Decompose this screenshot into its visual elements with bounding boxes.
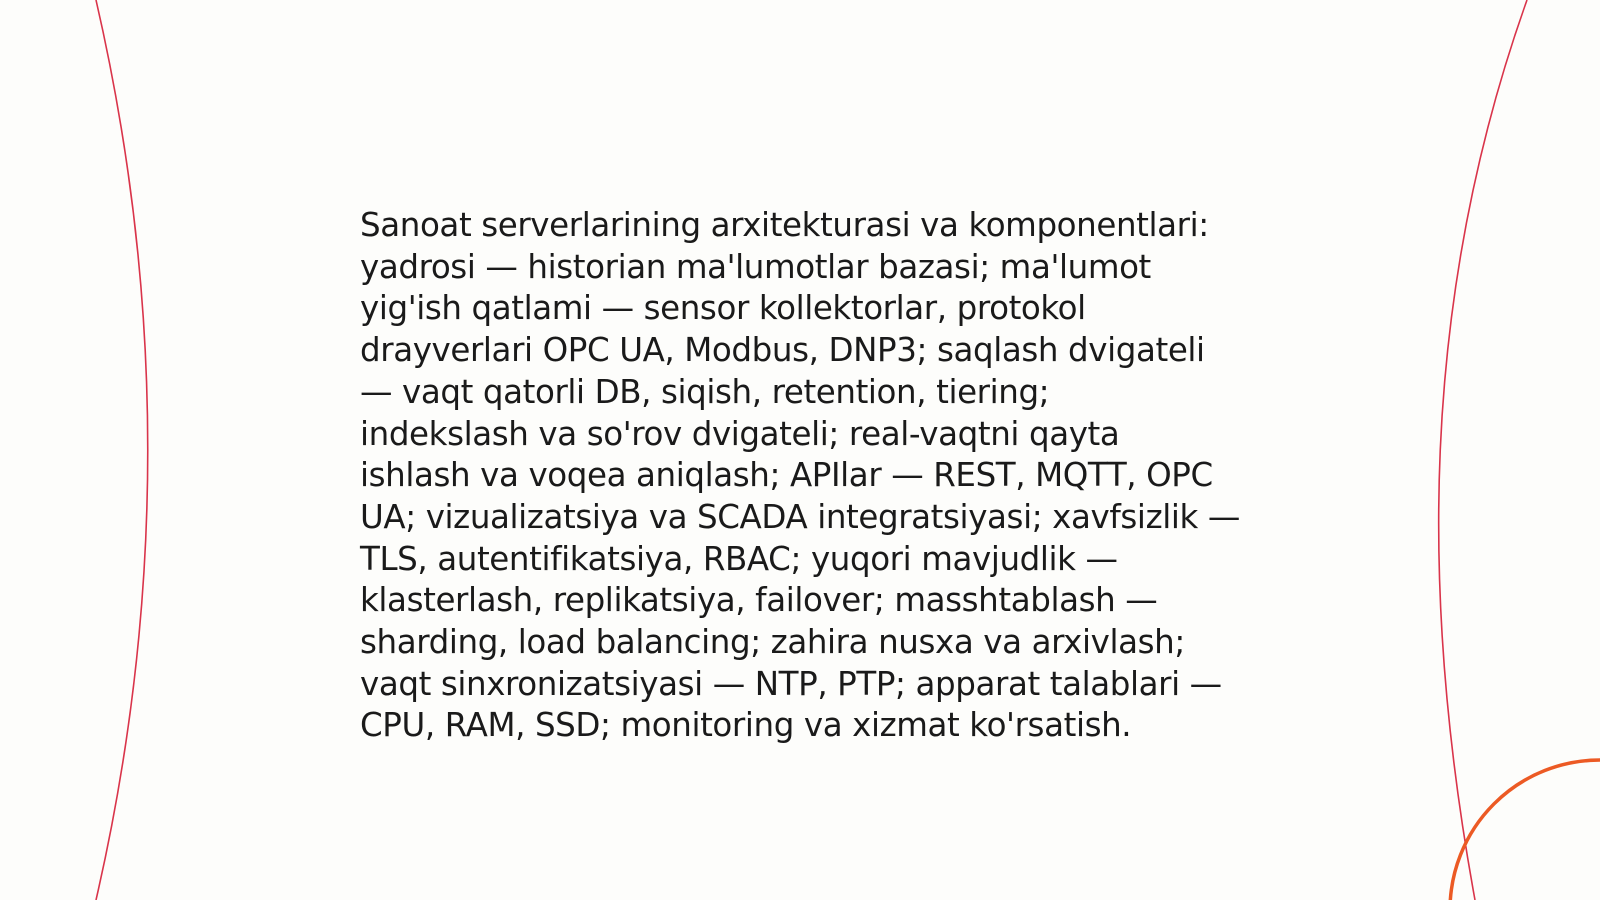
body-text: Sanoat serverlarining arxitekturasi va komponentlari: yadrosi — historian ma'lumotlar bazasi; ma'lumot yig'ish qatlami — sensor kollektorlar, protokol drayverlari OPC UA, Modbus, DNP3; saqlash dvigateli — vaqt qatorli DB, siqish, retention, tiering; indekslash va so'rov dvigateli; real-vaqtni qayta ishlash va voqea aniqlash; APIlar — REST, MQTT, OPC UA; vizualizatsiya va SCADA integratsiyasi; xavfsizlik — TLS, autentifikatsiya, RBAC; yuqori mavjudlik — klasterlash, replikatsiya, failover; masshtablash — sharding, load balancing; zahira nusxa va arxivlash; vaqt sinxronizatsiyasi — NTP, PTP; apparat talablari — CPU, RAM, SSD; monitoring va xizmat ko'rsatish. xyxy=(360,206,1240,745)
accent-circle xyxy=(1450,760,1600,900)
left-curve-line xyxy=(96,0,148,900)
right-curve-line xyxy=(1439,0,1527,900)
